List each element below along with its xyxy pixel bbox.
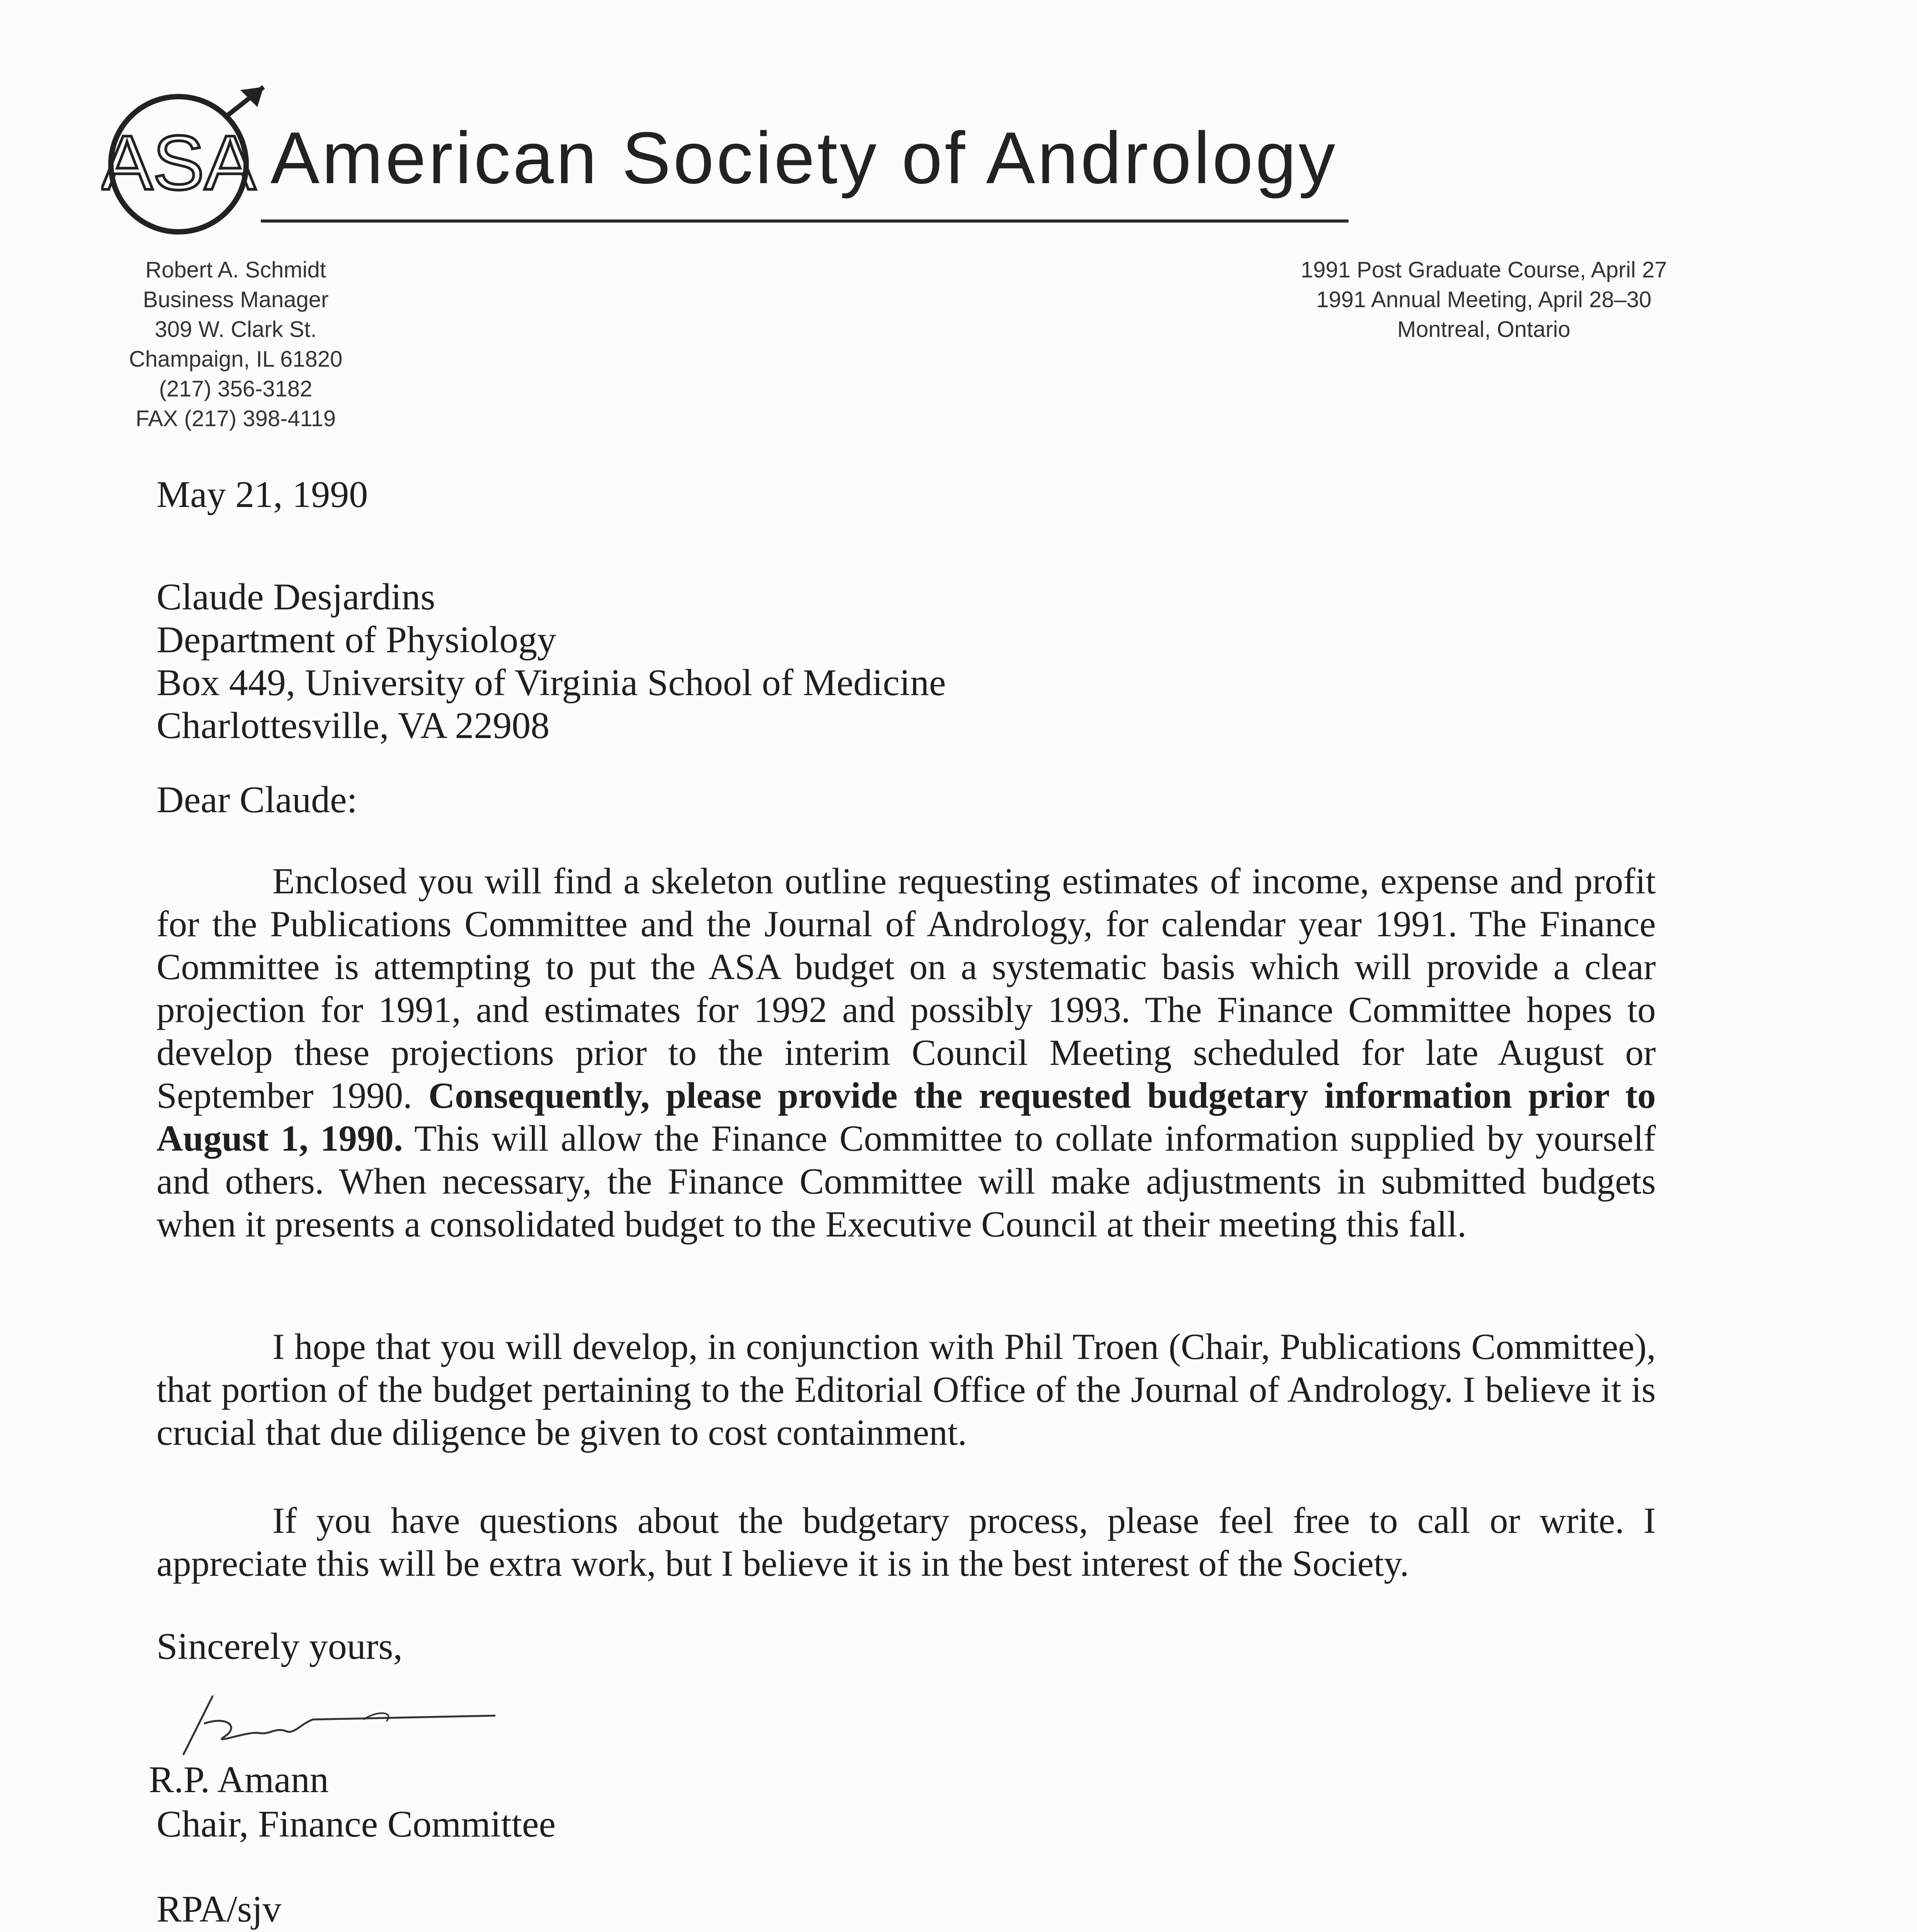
paragraph-text: This will allow the Finance Committee to collate information supplied by yourself and others. When necessary, the Finance Committee will make adjustments in submitted budgets when it presents a consolidated budget to the Executive Council at their meeting this fall.	[156, 1118, 1656, 1245]
svg-text:ASA: ASA	[101, 120, 256, 206]
manager-line: FAX (217) 398-4119	[135, 406, 336, 431]
recipient-line: Charlottesville, VA 22908	[156, 705, 550, 747]
typist-initials: RPA/sjv	[156, 1888, 282, 1930]
body-paragraph-2	[156, 1325, 1656, 1454]
meeting-line: Montreal, Ontario	[1397, 317, 1571, 342]
recipient-line: Claude Desjardins	[156, 576, 435, 618]
manager-line: Business Manager	[143, 287, 329, 312]
organization-name: American Society of Andrology	[270, 117, 1338, 199]
meeting-line: 1991 Post Graduate Course, April 27	[1301, 257, 1667, 282]
paragraph-text: If you have questions about the budgetary process, please feel free to call or write. I appreciate this will be extra work, but I believe it is in the best interest of the Society.	[156, 1500, 1656, 1584]
salutation: Dear Claude:	[156, 779, 357, 821]
recipient-line: Department of Physiology	[156, 619, 556, 661]
body-paragraph-1	[156, 860, 1656, 1246]
meeting-info	[1217, 255, 1750, 344]
business-manager-address	[77, 255, 394, 434]
header-rule	[261, 219, 1349, 223]
paragraph-text: I hope that you will develop, in conjunction with Phil Troen (Chair, Publications Committee), that portion of the budget pertaining to the Editorial Office of the Journal of Andrology. I believe it is crucial that due diligence be given to cost containment.	[156, 1326, 1656, 1453]
body-paragraph-3	[156, 1499, 1656, 1585]
closing: Sincerely yours,	[156, 1626, 403, 1667]
paragraph-text: Enclosed you will find a skeleton outline requesting estimates of income, expense and profit for the Publications Committee and the Journal of Andrology, for calendar year 1991. The Finance Committee is attempting to put the ASA budget on a systematic basis which will provide a clear projection for 1991, and estimates for 1992 and possibly 1993. The Finance Committee hopes to develop these projections prior to the interim Council Meeting scheduled for late August or September 1990.	[156, 861, 1656, 1116]
letter-date: May 21, 1990	[156, 474, 368, 515]
signer-name: R.P. Amann	[149, 1759, 329, 1801]
recipient-address	[156, 576, 946, 747]
asa-logo	[101, 79, 279, 242]
deadline-request: Consequently, please provide the requested budgetary information prior to August 1, 1990.	[156, 1075, 1656, 1159]
manager-line: Robert A. Schmidt	[145, 257, 326, 282]
recipient-line: Box 449, University of Virginia School of Medicine	[156, 662, 946, 704]
manager-line: (217) 356-3182	[159, 376, 313, 401]
signer-title: Chair, Finance Committee	[156, 1803, 556, 1845]
manager-line: 309 W. Clark St.	[155, 317, 317, 342]
manager-line: Champaign, IL 61820	[129, 347, 343, 372]
meeting-line: 1991 Annual Meeting, April 28–30	[1316, 287, 1652, 312]
